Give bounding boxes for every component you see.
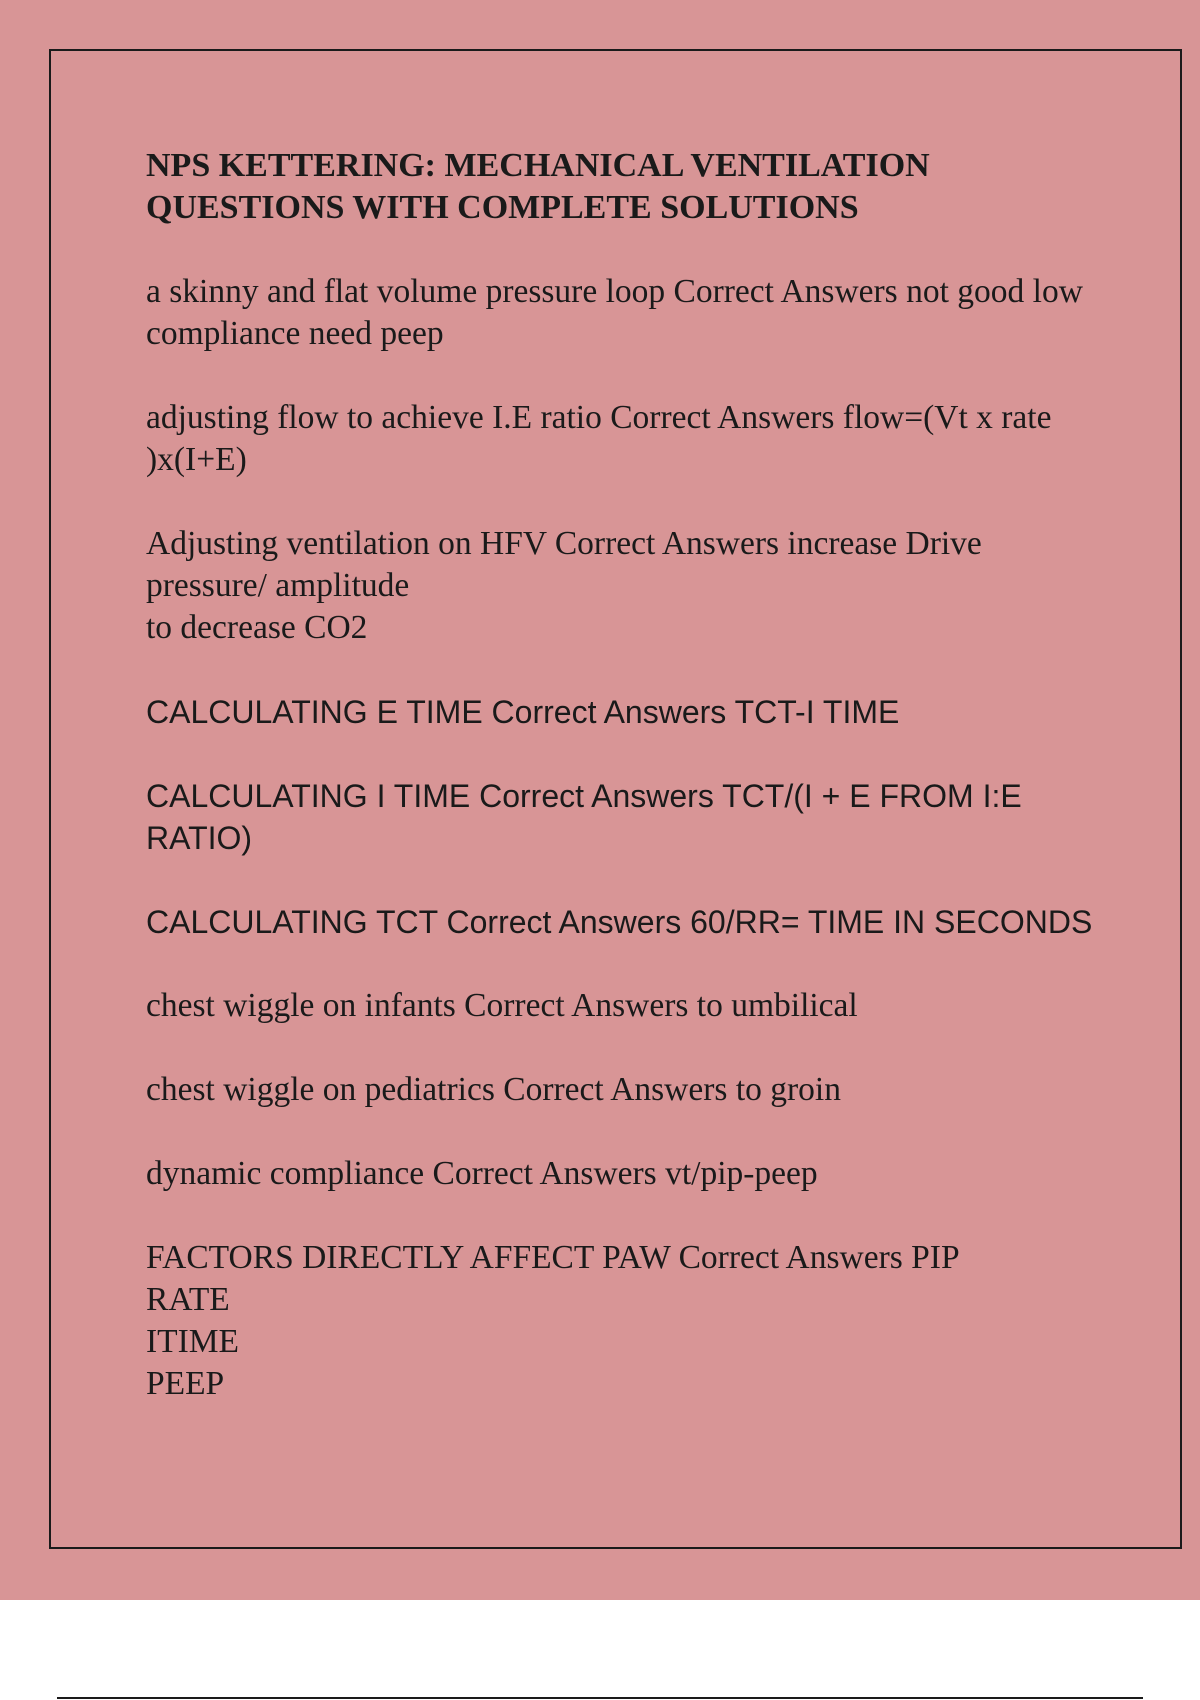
qa-entry: adjusting flow to achieve I.E ratio Correct Answers flow=(Vt x rate )x(I+E) xyxy=(146,399,1052,478)
footer-divider xyxy=(57,1697,1143,1699)
qa-entry: CALCULATING TCT Correct Answers 60/RR= TIME IN SECONDS xyxy=(146,904,1093,940)
qa-entry: FACTORS DIRECTLY AFFECT PAW Correct Answers PIP RATE ITIME PEEP xyxy=(146,1239,960,1402)
qa-entry: chest wiggle on infants Correct Answers to umbilical xyxy=(146,987,858,1024)
qa-entry: chest wiggle on pediatrics Correct Answers to groin xyxy=(146,1071,841,1108)
qa-entry: Adjusting ventilation on HFV Correct Answers increase Drive pressure/ amplitude to decrease CO2 xyxy=(146,525,982,646)
document-body xyxy=(146,145,1106,1447)
qa-entry: a skinny and flat volume pressure loop Correct Answers not good low compliance need peep xyxy=(146,273,1083,352)
document-title: NPS KETTERING: MECHANICAL VENTILATION QUESTIONS WITH COMPLETE SOLUTIONS xyxy=(146,147,930,226)
qa-entry: CALCULATING I TIME Correct Answers TCT/(I + E FROM I:E RATIO) xyxy=(146,778,1022,856)
qa-entry: CALCULATING E TIME Correct Answers TCT-I TIME xyxy=(146,694,900,730)
qa-entry: dynamic compliance Correct Answers vt/pip-peep xyxy=(146,1155,818,1192)
